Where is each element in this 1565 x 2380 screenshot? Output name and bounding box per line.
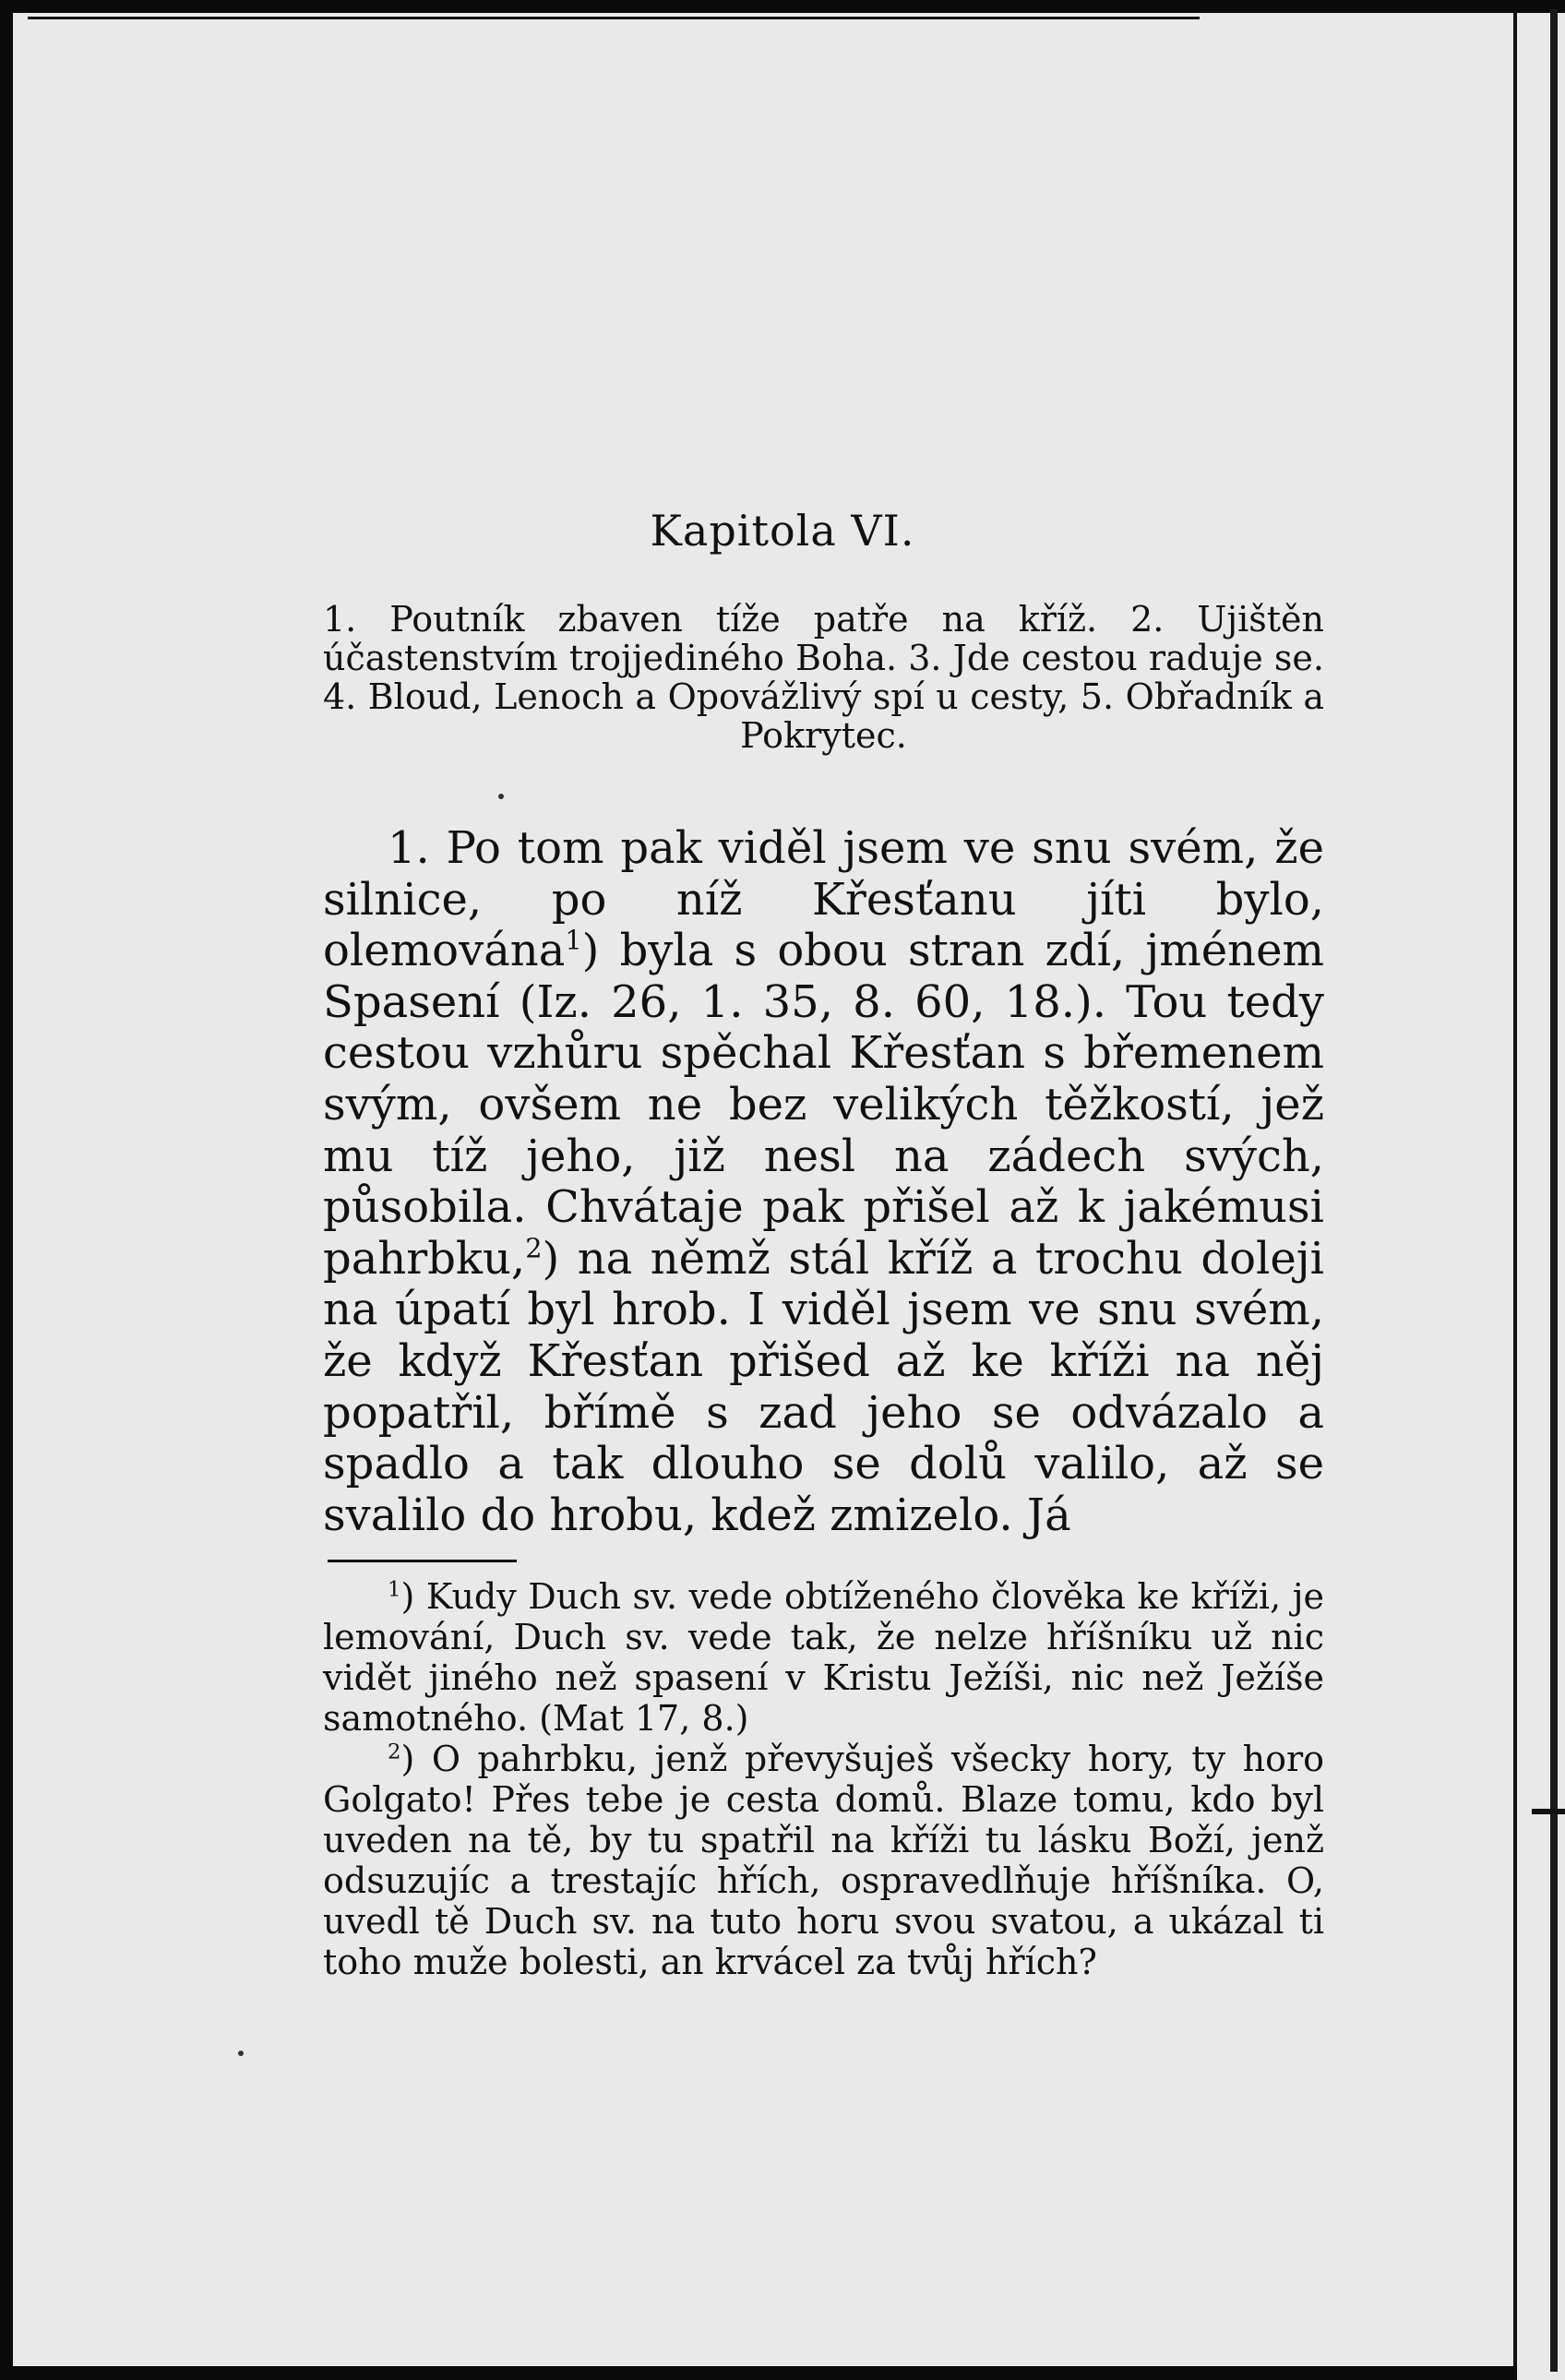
footnote-text-1: ) Kudy Duch sv. vede obtíženého člověka ke kříži, je lemování, Duch sv. vede tak, že nelze hříšníku už nic vidět jiného než spasení v Kristu Ježíši, nic než Ježíše samotného. (Mat 17, 8.)	[323, 1576, 1324, 1739]
footnote-mark-1: 1	[388, 1577, 401, 1602]
chapter-contents-summary: 1. Poutník zbaven tíže patře na kříž. 2. Ujištěn účastenstvím trojjediného Boha. 3. Jde cestou raduje se. 4. Bloud, Lenoch a Opovážlivý spí u cesty, 5. Obřadník a Pokrytec.	[323, 599, 1324, 756]
ink-speck	[238, 2051, 244, 2056]
paragraph-text-3: ) na němž stál kříž a trochu doleji na úpatí byl hrob. I viděl jsem ve snu svém, že když Křesťan přišed až ke kříži na něj popatřil, břímě s zad jeho se odvázalo a spadlo a tak dlouho se dolů valilo, až se svalilo do hrobu, kdež zmizelo. Já	[323, 1232, 1324, 1541]
top-edge-rule	[28, 17, 1200, 19]
footnote-separator	[328, 1560, 517, 1562]
chapter-title: Kapitola VI.	[650, 506, 915, 556]
ink-speck	[498, 794, 504, 799]
footnote-mark-2: 2	[388, 1740, 401, 1764]
page-margin-strip	[1517, 13, 1565, 2380]
binding-spine	[1550, 9, 1558, 2372]
body-paragraph	[323, 823, 1324, 1541]
footnote-ref-1: 1	[565, 924, 582, 956]
paragraph-text-1: 1. Po tom pak viděl jsem ve snu svém, že silnice, po níž Křesťanu jíti bylo, olemována	[323, 822, 1324, 977]
footnote-text-2: ) O pahrbku, jenž převyšuješ všecky hory, ty horo Golgato! Přes tebe je cesta domů. Blaze tomu, kdo byl uveden na tě, by tu spatřil na kříži tu lásku Boží, jenž odsuzujíc a trestajíc hřích, ospravedlňuje hříšníka. O, uvedl tě Duch sv. na tuto horu svou svatou, a ukázal ti toho muže bolesti, an krvácel za tvůj hřích?	[323, 1739, 1324, 1982]
footnote-ref-2: 2	[525, 1232, 543, 1264]
footnote-2	[323, 1739, 1324, 1982]
spine-mark	[1532, 1809, 1565, 1814]
footnotes	[323, 1576, 1324, 1982]
footnote-1	[323, 1576, 1324, 1739]
paragraph-text-2: ) byla s obou stran zdí, jménem Spasení (Iz. 26, 1. 35, 8. 60, 18.). Tou tedy cestou vzhůru spěchal Křesťan s břemenem svým, ovšem ne bez velikých těžkostí, jež mu tíž jeho, již nesl na zádech svých, působila. Chvátaje pak přišel až k jakémusi pahrbku,	[323, 925, 1324, 1285]
